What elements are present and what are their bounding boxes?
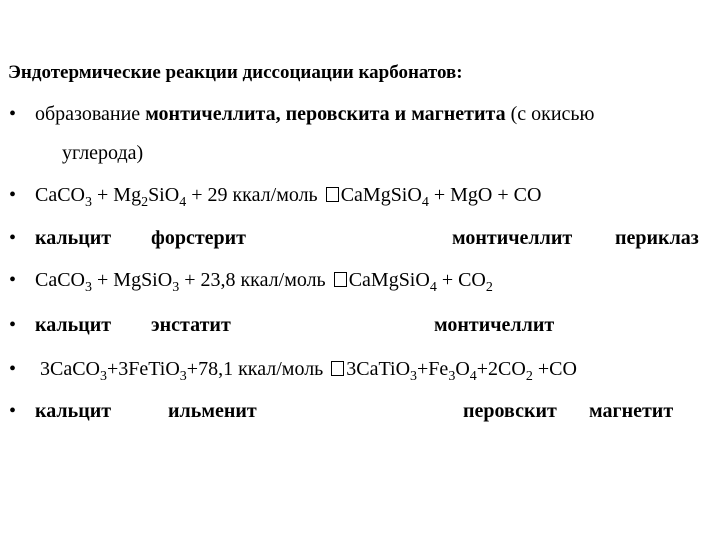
r3-product: +CO (532, 358, 577, 380)
r3-sub: 2 (525, 368, 533, 384)
bullet-1: • (9, 103, 17, 125)
bullet-4: • (9, 269, 17, 291)
r3-product: O (455, 358, 470, 380)
label-ilmenite: ильменит (168, 400, 257, 422)
r1-term: + Mg (92, 184, 142, 206)
r3-product: +2CO (476, 358, 526, 380)
r3-product: +Fe (417, 358, 449, 380)
bullet-2: • (9, 184, 17, 206)
r1-term: SiO (148, 184, 180, 206)
r2-sub: 4 (429, 279, 437, 295)
r2-sub: 3 (172, 279, 180, 295)
r3-sub: 3 (410, 368, 418, 384)
r1-sub: 3 (85, 194, 92, 210)
r3-sub: 3 (179, 368, 187, 384)
r2-term: + MgSiO (92, 269, 173, 291)
r2-product: CaMgSiO (348, 269, 430, 291)
bullet-3: • (9, 227, 17, 249)
r3-term: +3FeTiO (107, 358, 180, 380)
r1-sub: 4 (179, 194, 187, 210)
intro-line (35, 104, 594, 124)
r3-product: 3CaTiO (346, 358, 411, 380)
label-monticellite: монтичеллит (452, 227, 573, 249)
bullet-6: • (9, 358, 17, 380)
r2-sub: 2 (485, 279, 493, 295)
r1-product: CaMgSiO (340, 184, 422, 206)
label-calcite: кальцит (35, 314, 112, 336)
r3-sub: 3 (448, 368, 456, 384)
r2-energy: + 23,8 ккал/моль (179, 269, 331, 291)
bullet-5: • (9, 314, 17, 336)
r2-term: CaCO (35, 269, 85, 291)
intro-tail: (с окисью (505, 103, 595, 125)
reaction-1 (35, 184, 542, 210)
label-perovskite: перовскит (463, 400, 557, 422)
label-monticellite: монтичеллит (434, 314, 555, 336)
r1-term: CaCO (35, 184, 85, 206)
r1-energy: + 29 ккал/моль (186, 184, 323, 206)
label-calcite: кальцит (35, 227, 112, 249)
label-forsterite: форстерит (151, 227, 247, 249)
r3-term: 3CaCO (40, 358, 100, 380)
intro-line-2: углерода) (62, 142, 144, 164)
r1-sub: 4 (421, 194, 429, 210)
r3-energy: +78,1 ккал/моль (186, 358, 329, 380)
arrow-placeholder-box-icon (326, 187, 339, 202)
reaction-2 (35, 269, 493, 295)
slide-title: Эндотермические реакции диссоциации карбонатов: (8, 62, 463, 83)
label-enstatite: энстатит (151, 314, 231, 336)
r3-sub: 3 (100, 368, 107, 384)
r1-product: + MgO + CO (428, 184, 542, 206)
label-calcite: кальцит (35, 400, 112, 422)
r2-sub: 3 (85, 279, 92, 295)
label-periclase: периклаз (615, 227, 699, 249)
r2-product: + CO (436, 269, 486, 291)
intro-minerals: монтичеллита, перовскита и магнетита (145, 103, 506, 125)
intro-lead: образование (35, 103, 146, 125)
reaction-3 (40, 358, 577, 384)
arrow-placeholder-box-icon (334, 272, 347, 287)
r3-sub: 4 (469, 368, 477, 384)
arrow-placeholder-box-icon (331, 361, 344, 376)
bullet-7: • (9, 400, 17, 422)
label-magnetite: магнетит (589, 400, 674, 422)
r1-sub: 2 (141, 194, 149, 210)
